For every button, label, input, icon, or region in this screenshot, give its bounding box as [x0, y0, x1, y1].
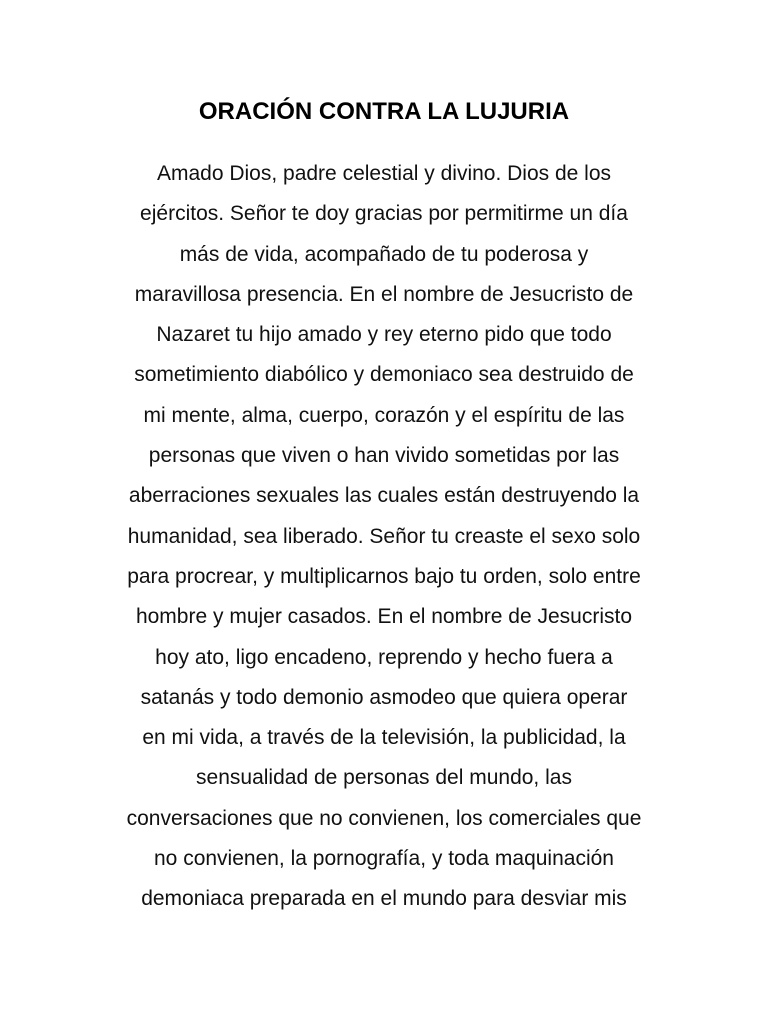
- text-line: no convienen, la pornografía, y toda maquinación: [154, 847, 614, 871]
- text-line: sensualidad de personas del mundo, las: [196, 766, 572, 790]
- text-line: humanidad, sea liberado. Señor tu creaste el sexo solo: [127, 524, 641, 548]
- text-line: mi mente, alma, cuerpo, corazón y el espíritu de las: [143, 403, 625, 427]
- text-line: hoy ato, ligo encadeno, reprendo y hecho fuera a: [155, 645, 613, 669]
- text-line: hombre y mujer casados. En el nombre de Jesucristo: [135, 605, 633, 629]
- text-line: maravillosa presencia. En el nombre de Jesucristo de: [134, 282, 634, 306]
- text-line: conversaciones que no convienen, los comerciales que: [126, 806, 642, 830]
- text-line: para procrear, y multiplicarnos bajo tu orden, solo entre: [127, 564, 641, 588]
- text-line: Nazaret tu hijo amado y rey eterno pido que todo: [156, 323, 612, 347]
- text-line: aberraciones sexuales las cuales están destruyendo la: [128, 484, 640, 508]
- text-line: más de vida, acompañado de tu poderosa y: [179, 242, 589, 266]
- text-line: ejércitos. Señor te doy gracias por permitirme un día: [140, 202, 628, 226]
- text-line: Amado Dios, padre celestial y divino. Dios de los: [156, 162, 612, 185]
- text-line: demoniaca preparada en el mundo para desviar mis: [141, 887, 627, 911]
- text-line: sometimiento diabólico y demoniaco sea destruido de: [134, 363, 634, 387]
- text-line: personas que viven o han vivido sometidas por las: [148, 444, 620, 468]
- page-title: ORACIÓN CONTRA LA LUJURIA: [198, 98, 570, 125]
- text-line: en mi vida, a través de la televisión, la publicidad, la: [142, 726, 626, 750]
- text-line: satanás y todo demonio asmodeo que quiera operar: [140, 685, 628, 709]
- prayer-body: [40, 154, 728, 920]
